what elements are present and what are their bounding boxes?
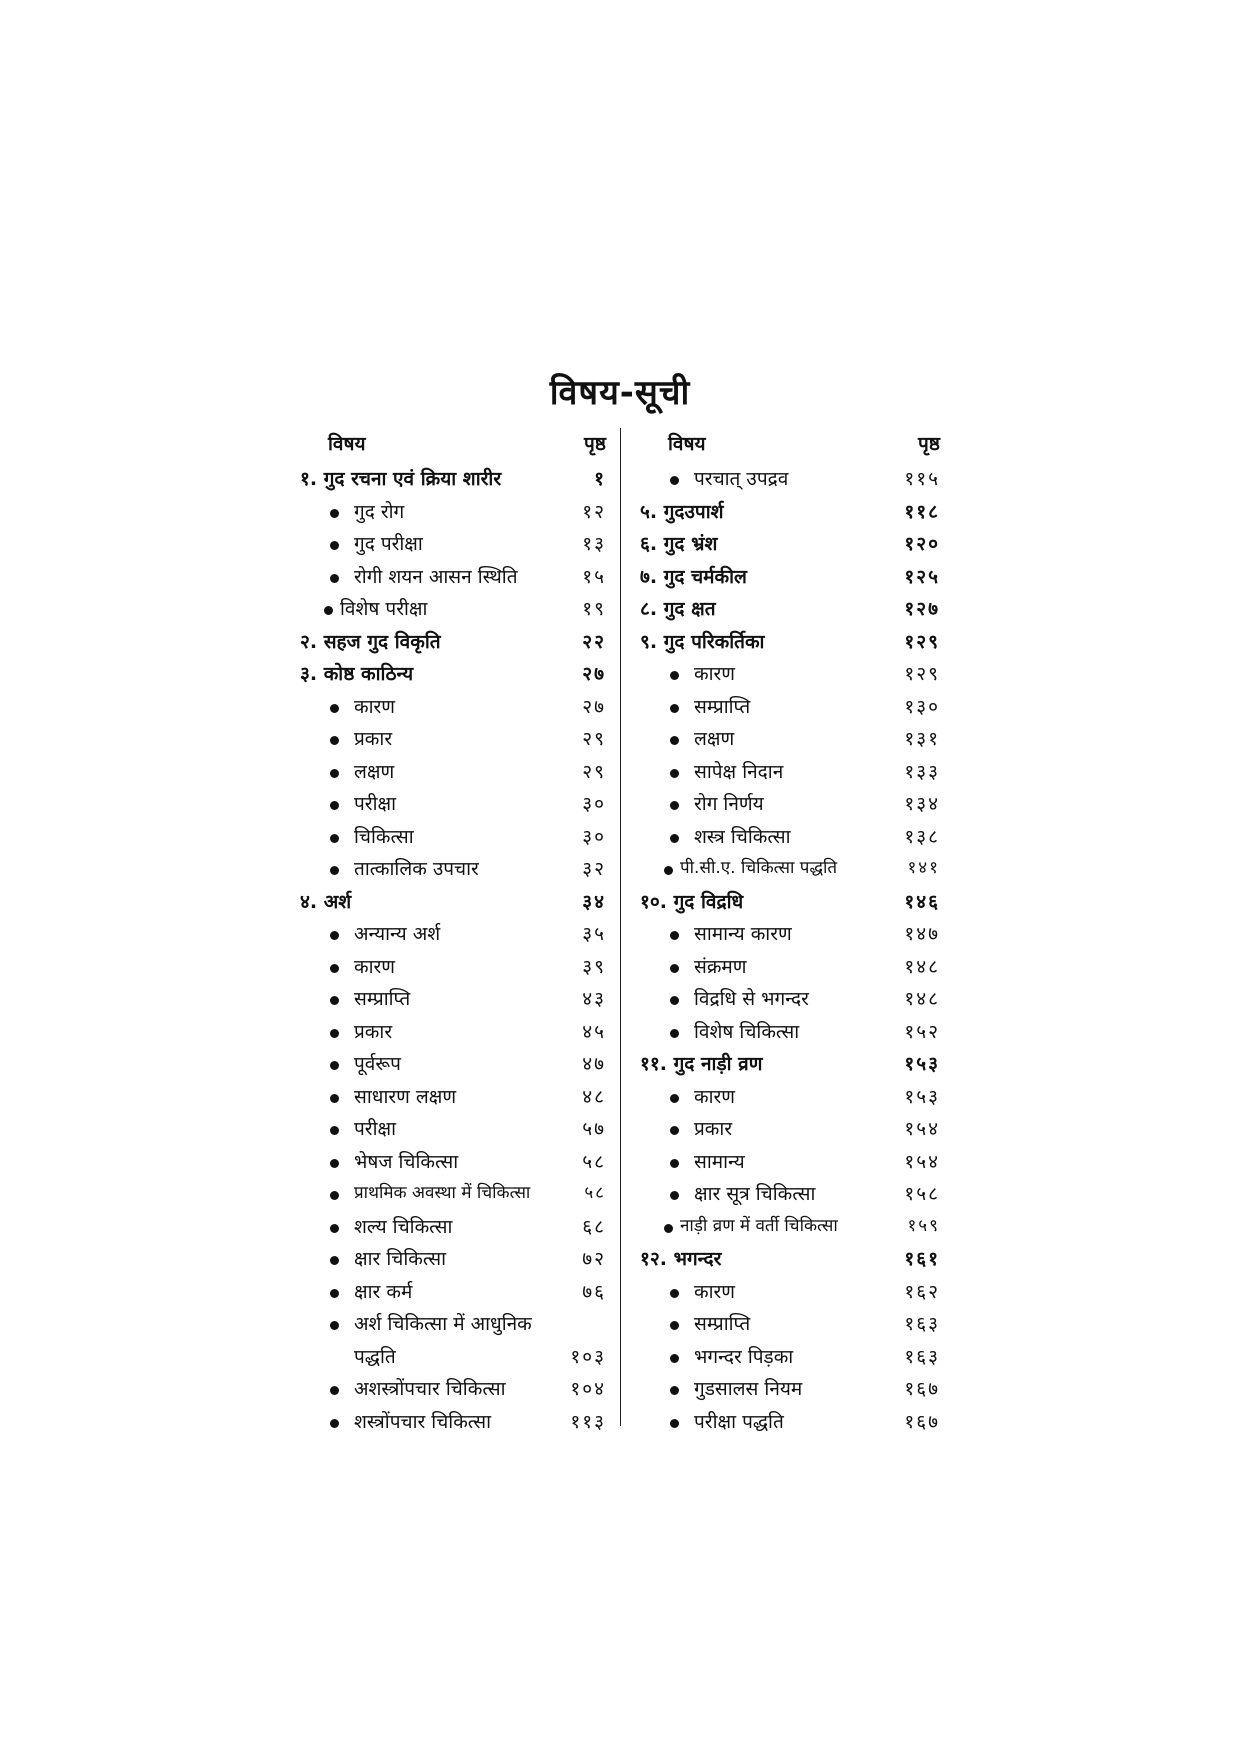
column-header	[300, 428, 606, 462]
entry-page: ५८	[584, 1183, 606, 1203]
toc-item[interactable]	[640, 1340, 940, 1373]
page-heading: पृष्ठ	[918, 433, 940, 455]
entry-label: क्षार सूत्र चिकित्सा	[694, 1183, 816, 1205]
bullet-icon	[670, 1386, 679, 1395]
toc-chapter[interactable]	[300, 625, 606, 658]
toc-item[interactable]	[300, 1015, 606, 1048]
entry-page: १२७	[904, 598, 940, 620]
toc-item[interactable]	[300, 1112, 606, 1145]
entry-page: १४१	[907, 858, 940, 878]
bullet-icon	[330, 704, 339, 713]
entry-page: ५८	[582, 1150, 606, 1173]
bullet-icon	[670, 769, 679, 778]
toc-item[interactable]	[300, 1405, 606, 1438]
toc-item[interactable]	[300, 1275, 606, 1308]
entry-label: भगन्दर पिड़का	[694, 1345, 794, 1368]
entry-label: पूर्वरूप	[354, 1053, 401, 1075]
toc-item[interactable]	[640, 1080, 940, 1113]
entry-page: २२	[582, 630, 606, 653]
bullet-icon	[330, 1321, 339, 1330]
entry-label: क्षार कर्म	[354, 1280, 413, 1303]
bullet-icon	[670, 1419, 679, 1428]
entry-label: चिकित्सा	[354, 825, 414, 848]
entry-page: ३९	[582, 955, 606, 978]
toc-item[interactable]	[300, 950, 606, 983]
toc-item[interactable]	[640, 722, 940, 755]
toc-item[interactable]	[640, 917, 940, 950]
entry-label: भेषज चिकित्सा	[354, 1150, 459, 1173]
entry-page: १३०	[904, 695, 940, 718]
entry-label: नाड़ी व्रण में वर्ती चिकित्सा	[680, 1215, 838, 1236]
entry-label: सम्प्राप्ति	[694, 1313, 751, 1335]
bullet-icon	[670, 1159, 679, 1168]
toc-item[interactable]	[640, 950, 940, 983]
bullet-icon	[330, 931, 339, 940]
toc-chapter[interactable]	[640, 1047, 940, 1080]
toc-chapter[interactable]	[640, 495, 940, 528]
entry-label: कारण	[354, 955, 396, 978]
entry-page: २९	[582, 760, 606, 783]
toc-item[interactable]	[300, 1372, 606, 1405]
toc-item[interactable]	[300, 755, 606, 788]
bullet-icon	[670, 476, 679, 485]
toc-item[interactable]	[640, 1210, 940, 1243]
toc-item[interactable]	[640, 982, 940, 1015]
toc-item[interactable]	[640, 657, 940, 690]
bullet-icon	[330, 1061, 339, 1070]
toc-chapter[interactable]	[640, 885, 940, 918]
bullet-icon	[670, 834, 679, 843]
bullet-icon	[330, 801, 339, 810]
entry-page: १५४	[904, 1150, 940, 1173]
entry-page: २७	[582, 663, 606, 685]
entry-page: ७६	[582, 1280, 606, 1303]
entry-page: १६२	[904, 1280, 940, 1303]
entry-page: १२०	[904, 533, 940, 555]
entry-label: गुद रोग	[354, 500, 405, 523]
entry-page: १५४	[904, 1118, 940, 1140]
entry-page: ४८	[582, 1085, 606, 1108]
toc-item[interactable]	[640, 820, 940, 853]
toc-item[interactable]	[640, 1015, 940, 1048]
bullet-icon	[670, 1126, 679, 1135]
bullet-icon	[330, 996, 339, 1005]
entry-label: ४. अर्श	[300, 890, 352, 913]
toc-item[interactable]	[640, 1307, 940, 1340]
entry-label: शस्त्रोंपचार चिकित्सा	[354, 1410, 492, 1433]
entry-page: ३०	[582, 793, 606, 815]
toc-chapter[interactable]	[640, 592, 940, 625]
bullet-icon	[670, 1354, 679, 1363]
entry-label: विशेष परीक्षा	[340, 598, 428, 620]
entry-page: १४८	[904, 955, 940, 978]
entry-page: १३३	[904, 760, 940, 783]
bullet-icon	[670, 671, 679, 680]
entry-label: ९. गुद परिकर्तिका	[640, 630, 765, 653]
entry-page: १९	[582, 598, 606, 620]
entry-label: पी.सी.ए. चिकित्सा पद्धति	[680, 858, 838, 878]
bullet-icon	[330, 1386, 339, 1395]
entry-label: ५. गुदउपार्श	[640, 500, 724, 523]
bullet-icon	[330, 1029, 339, 1038]
bullet-icon	[670, 1321, 679, 1330]
entry-page: १५९	[907, 1215, 940, 1236]
column-divider	[620, 428, 621, 1426]
entry-label: कारण	[354, 695, 396, 718]
toc-item[interactable]	[640, 755, 940, 788]
entry-page: १३	[582, 533, 606, 555]
entry-page: १६३	[904, 1313, 940, 1335]
entry-page: ४५	[582, 1020, 606, 1043]
bullet-icon	[670, 704, 679, 713]
bullet-icon	[330, 866, 339, 875]
entry-label: १०. गुद विद्रधि	[640, 890, 744, 913]
entry-page: १४८	[904, 988, 940, 1010]
entry-page: ३४	[582, 890, 606, 913]
entry-page: २९	[582, 728, 606, 750]
bullet-icon	[330, 1289, 339, 1298]
toc-item[interactable]	[300, 982, 606, 1015]
toc-item[interactable]	[300, 560, 606, 593]
entry-label: ८. गुद क्षत	[640, 598, 716, 620]
bullet-icon	[330, 574, 339, 583]
bullet-icon	[330, 769, 339, 778]
bullet-icon	[330, 1256, 339, 1265]
entry-page: १०३	[570, 1345, 606, 1368]
toc-chapter[interactable]	[640, 625, 940, 658]
entry-page: १६७	[904, 1378, 940, 1400]
entry-label: ६. गुद भ्रंश	[640, 533, 718, 555]
entry-page: १५	[582, 565, 606, 588]
entry-label: लक्षण	[694, 728, 735, 750]
entry-page: १३१	[904, 728, 940, 750]
bullet-icon	[330, 736, 339, 745]
entry-label: १२. भगन्दर	[640, 1248, 722, 1270]
toc-right-column	[640, 428, 940, 1437]
entry-label: प्राथमिक अवस्था में चिकित्सा	[354, 1183, 531, 1203]
toc-item[interactable]	[640, 1372, 940, 1405]
bullet-icon	[330, 1094, 339, 1103]
entry-label: गुद परीक्षा	[354, 533, 423, 555]
toc-chapter[interactable]	[300, 462, 606, 495]
entry-label: सम्प्राप्ति	[694, 695, 751, 718]
entry-page: १४६	[904, 890, 940, 913]
entry-label: शल्य चिकित्सा	[354, 1215, 453, 1238]
entry-label: कारण	[694, 1085, 736, 1108]
entry-label: विशेष चिकित्सा	[694, 1020, 800, 1043]
entry-page: १६३	[904, 1345, 940, 1368]
entry-label: लक्षण	[354, 760, 395, 783]
entry-label: पद्धति	[354, 1345, 396, 1368]
toc-item[interactable]	[300, 787, 606, 820]
entry-label: अर्श चिकित्सा में आधुनिक	[354, 1313, 532, 1335]
bullet-icon	[670, 1289, 679, 1298]
entry-label: परीक्षा	[354, 1118, 397, 1140]
toc-item[interactable]	[300, 592, 606, 625]
entry-page: २७	[582, 695, 606, 718]
toc-item[interactable]	[300, 1242, 606, 1275]
bullet-icon	[664, 1224, 673, 1233]
toc-item[interactable]	[300, 1307, 606, 1340]
entry-label: अशस्त्रोंपचार चिकित्सा	[354, 1378, 506, 1400]
entry-page: ३०	[582, 825, 606, 848]
entry-page: १५३	[904, 1053, 940, 1075]
entry-label: गुडसालस नियम	[694, 1378, 803, 1400]
toc-item[interactable]	[640, 1177, 940, 1210]
entry-label: कारण	[694, 663, 736, 685]
toc-item[interactable]	[300, 917, 606, 950]
entry-page: ४३	[582, 988, 606, 1010]
entry-label: सम्प्राप्ति	[354, 988, 411, 1010]
toc-item[interactable]	[300, 1210, 606, 1243]
entry-label: प्रकार	[354, 1020, 393, 1043]
entry-label: २. सहज गुद विकृति	[300, 630, 441, 653]
entry-page: १५८	[904, 1183, 940, 1205]
toc-chapter[interactable]	[300, 657, 606, 690]
entry-page: १५३	[904, 1085, 940, 1108]
entry-label: प्रकार	[354, 728, 393, 750]
page-heading: पृष्ठ	[584, 433, 606, 455]
toc-item[interactable]	[300, 722, 606, 755]
entry-label: ११. गुद नाड़ी व्रण	[640, 1053, 763, 1075]
toc-item[interactable]	[640, 1112, 940, 1145]
entry-label: रोगी शयन आसन स्थिति	[354, 565, 518, 588]
entry-page: ७२	[582, 1248, 606, 1270]
page-title: विषय-सूची	[549, 373, 691, 413]
entry-page: ५७	[582, 1118, 606, 1140]
entry-label: संक्रमण	[694, 955, 747, 978]
bullet-icon	[670, 964, 679, 973]
subject-heading: विषय	[328, 433, 366, 455]
entry-page: १३४	[904, 793, 940, 815]
entry-page: ११५	[904, 468, 940, 490]
toc-chapter[interactable]	[640, 527, 940, 560]
entry-page: १३८	[904, 825, 940, 848]
bullet-icon	[670, 801, 679, 810]
entry-label: परचात् उपद्रव	[694, 468, 789, 490]
toc-item[interactable]	[300, 690, 606, 723]
bullet-icon	[664, 866, 673, 875]
entry-page: १०४	[570, 1378, 606, 1400]
entry-label: क्षार चिकित्सा	[354, 1248, 447, 1270]
entry-label: ७. गुद चर्मकील	[640, 565, 747, 588]
entry-label: शस्त्र चिकित्सा	[694, 825, 791, 848]
entry-label: प्रकार	[694, 1118, 733, 1140]
bullet-icon	[330, 1419, 339, 1428]
entry-label: विद्रधि से भगन्दर	[694, 988, 809, 1010]
bullet-icon	[330, 1191, 339, 1200]
entry-label: सामान्य	[694, 1150, 745, 1173]
toc-item[interactable]	[300, 852, 606, 885]
bullet-icon	[330, 541, 339, 550]
bullet-icon	[670, 931, 679, 940]
bullet-icon	[330, 834, 339, 843]
bullet-icon	[670, 1094, 679, 1103]
toc-item[interactable]	[640, 1145, 940, 1178]
bullet-icon	[670, 1029, 679, 1038]
toc-item[interactable]	[640, 852, 940, 885]
bullet-icon	[330, 1126, 339, 1135]
entry-page: १६१	[904, 1248, 940, 1270]
toc-chapter[interactable]	[640, 1242, 940, 1275]
toc-chapter[interactable]	[300, 885, 606, 918]
bullet-icon	[670, 996, 679, 1005]
bullet-icon	[330, 964, 339, 973]
entry-label: कारण	[694, 1280, 736, 1303]
bullet-icon	[330, 1224, 339, 1233]
bullet-icon	[330, 1159, 339, 1168]
entry-page: १६७	[904, 1410, 940, 1433]
toc-item[interactable]	[640, 690, 940, 723]
entry-page: १२	[582, 500, 606, 523]
entry-page: १५२	[904, 1020, 940, 1043]
entry-page: १२५	[904, 565, 940, 588]
entry-label: परीक्षा	[354, 793, 397, 815]
toc-item[interactable]	[640, 1405, 940, 1438]
toc-item[interactable]	[300, 1080, 606, 1113]
entry-label: अन्यान्य अर्श	[354, 923, 441, 945]
toc-item[interactable]	[300, 1047, 606, 1080]
entry-page: ३२	[582, 858, 606, 880]
subject-heading: विषय	[668, 433, 706, 455]
bullet-icon	[670, 1191, 679, 1200]
entry-label: सापेक्ष निदान	[694, 760, 784, 783]
entry-label: साधारण लक्षण	[354, 1085, 457, 1108]
bullet-icon	[324, 606, 333, 615]
toc-item[interactable]	[300, 495, 606, 528]
toc-left-column	[300, 428, 606, 1437]
entry-page: १२९	[904, 630, 940, 653]
entry-page: ११३	[570, 1410, 606, 1433]
toc-item[interactable]	[300, 527, 606, 560]
column-header	[640, 428, 940, 462]
entry-page: १२९	[904, 663, 940, 685]
entry-label: १. गुद रचना एवं क्रिया शारीर	[300, 468, 502, 490]
entry-label: तात्कालिक उपचार	[354, 858, 479, 880]
bullet-icon	[330, 509, 339, 518]
entry-label: सामान्य कारण	[694, 923, 792, 945]
entry-page: ३५	[582, 923, 606, 945]
entry-page: १	[594, 468, 606, 490]
toc-item-continuation[interactable]	[300, 1340, 606, 1373]
toc-item[interactable]	[300, 1177, 606, 1210]
entry-label: रोग निर्णय	[694, 793, 764, 815]
toc-item[interactable]	[640, 787, 940, 820]
entry-page: ६८	[582, 1215, 606, 1238]
entry-label: परीक्षा पद्धति	[694, 1410, 784, 1433]
entry-page: ११८	[904, 500, 940, 523]
toc-item[interactable]	[300, 1145, 606, 1178]
bullet-icon	[670, 736, 679, 745]
toc-item[interactable]	[640, 1275, 940, 1308]
entry-page: ४७	[582, 1053, 606, 1075]
entry-label: ३. कोष्ठ काठिन्य	[300, 663, 414, 685]
toc-chapter[interactable]	[640, 560, 940, 593]
toc-item[interactable]	[300, 820, 606, 853]
toc-item[interactable]	[640, 462, 940, 495]
entry-page: १४७	[904, 923, 940, 945]
